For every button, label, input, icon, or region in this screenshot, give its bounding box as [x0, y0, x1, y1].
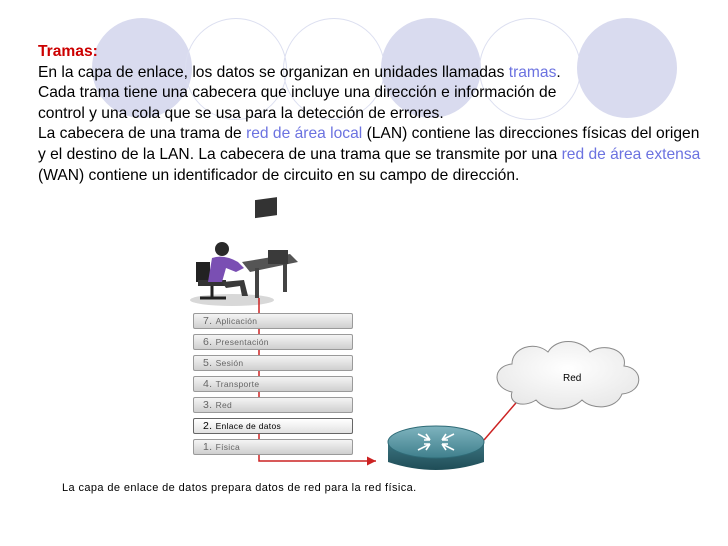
- osi-layer-label: Presentación: [215, 337, 269, 347]
- p3-mid: (LAN) contiene las direcciones físicas del origen y el destino de la LAN. La cabecera de una trama que se transmite por una: [38, 125, 700, 163]
- osi-layer-row: [193, 334, 353, 350]
- p3-end: (WAN) contiene un identificador de circuito en su campo de dirección.: [38, 166, 520, 184]
- user-workstation-icon: [190, 197, 298, 306]
- osi-layer-row: [193, 355, 353, 371]
- p1-end: .: [556, 63, 561, 81]
- osi-layer-label: Transporte: [215, 379, 260, 389]
- router-icon: [388, 426, 484, 470]
- osi-layer-label: Red: [215, 400, 233, 410]
- link-wan[interactable]: red de área extensa: [561, 145, 701, 163]
- p1-text: En la capa de enlace, los datos se organizan en unidades llamadas: [38, 63, 509, 81]
- link-tramas[interactable]: tramas: [508, 63, 557, 81]
- p2-line-1: Cada trama tiene una cabecera que incluye una dirección e información de: [38, 84, 557, 102]
- slide-title: Tramas:: [38, 43, 98, 60]
- osi-layer-row: [193, 397, 353, 413]
- p3-text: La cabecera de una trama de: [38, 125, 247, 143]
- osi-layer-label: Enlace de datos: [215, 421, 282, 431]
- osi-layer-label: Sesión: [215, 358, 244, 368]
- osi-layer-row: [193, 418, 353, 434]
- osi-layer-number: 6.: [203, 336, 216, 348]
- osi-layer-number: 4.: [203, 378, 216, 390]
- p2-line-2: control y una cola que se usa para la detección de errores.: [38, 104, 444, 122]
- osi-layer-number: 7.: [203, 315, 216, 327]
- osi-layer-number: 2.: [203, 420, 216, 432]
- link-lan[interactable]: red de área local: [246, 125, 363, 143]
- osi-layer-label: Física: [215, 442, 241, 452]
- figure-caption: La capa de enlace de datos prepara datos de red para la red física.: [62, 482, 417, 494]
- network-label: Red: [563, 373, 582, 384]
- osi-layer-number: 1.: [203, 441, 216, 453]
- osi-layer-number: 5.: [203, 357, 216, 369]
- osi-layer-row: [193, 376, 353, 392]
- osi-layer-label: Aplicación: [215, 316, 258, 326]
- osi-layer-number: 3.: [203, 399, 216, 411]
- osi-layer-row: [193, 439, 353, 455]
- osi-layer-row: [193, 313, 353, 329]
